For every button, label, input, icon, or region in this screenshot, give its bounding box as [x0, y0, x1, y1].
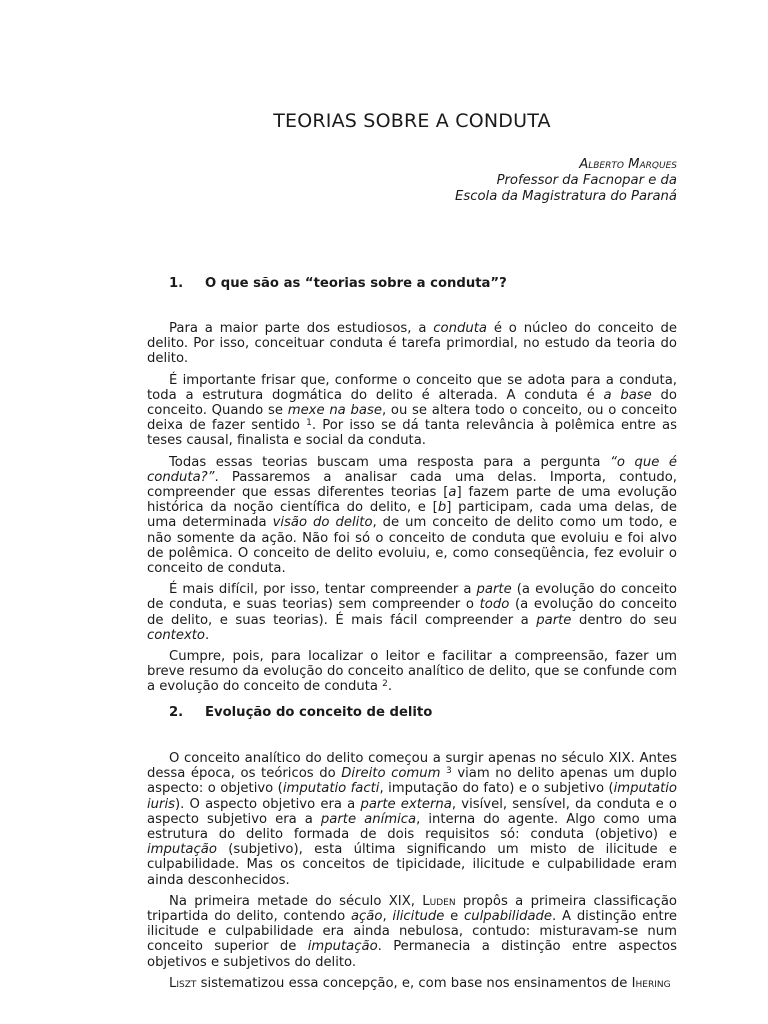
section1-paragraph-5: Cumpre, pois, para localizar o leitor e facilitar a compreensão, fazer um breve resumo da evolução do conceito analítico de delito, que se confunde com a evolução do conceito de conduta $^2$. — [147, 649, 677, 695]
section2-paragraph-3: Liszt sistematizou essa concepção, e, com base nos ensinamentos de Ihering — [169, 975, 671, 991]
section1-title: O que são as “teorias sobre a conduta”? — [205, 276, 507, 291]
author-role-line1: Professor da Facnopar e da — [496, 173, 677, 188]
author-role-line2: Escola da Magistratura do Paraná — [455, 189, 677, 204]
footnote-ref-1[interactable]: 1 — [306, 418, 312, 429]
section2-body — [147, 751, 677, 997]
section1-paragraph-1: Para a maior parte dos estudiosos, a conduta é o núcleo do conceito de delito. Por isso, conceituar conduta é tarefa primordial, no estudo da teoria do delito. — [147, 321, 677, 367]
section1-paragraph-3: Todas essas teorias buscam uma resposta para a pergunta “o que é conduta?”. Passaremos a analisar cada uma delas. Importa, contudo, compreender que essas diferentes teorias [a] fazem parte de uma evolução histórica da noção científica do delito, e [b] participam, cada uma delas, de uma determinada visão do delito, de um conceito de delito como um todo, e não somente da ação. Não foi só o conceito de conduta que evoluiu e foi alvo de polêmica. O conceito de delito evoluiu, e, como conseqüência, fez evoluir o conceito de conduta. — [147, 454, 678, 577]
section2-paragraph-1: O conceito analítico do delito começou a surgir apenas no século XIX. Antes dessa época, os teóricos do Direito comum $^3$ viam no delito apenas um duplo aspecto: o objetivo (imputatio facti, imputação do fato) e o subjetivo (imputatio iuris). O aspecto objetivo era a parte externa, visível, sensível, da conduta e o aspecto subjetivo era a parte anímica, interna do agente. Algo como uma estrutura do delito formada de dois requisitos só: conduta (objetivo) e imputação (subjetivo), esta última significando um misto de ilicitude e culpabilidade. Mas os conceitos de tipicidade, ilicitude e culpabilidade eram ainda desconhecidos. — [147, 751, 677, 888]
section1-number: 1. — [169, 276, 184, 291]
section2-title: Evolução do conceito de delito — [205, 705, 433, 720]
author-block — [455, 157, 677, 205]
author-name: Alberto Marques — [579, 157, 677, 172]
document-title: TEORIAS SOBRE A CONDUTA — [273, 110, 551, 132]
section1-heading — [169, 276, 507, 291]
section2-paragraph-2: Na primeira metade do século XIX, Luden propôs a primeira classificação tripartida do delito, contendo ação, ilicitude e culpabilidade. A distinção entre ilicitude e culpabilidade era ainda nebulosa, contudo: misturavam-se num conceito superior de imputação. Permanecia a distinção entre aspectos objetivos e subjetivos do delito. — [147, 893, 677, 970]
author-ref-liszt: Liszt — [169, 975, 197, 991]
section1-paragraph-4: É mais difícil, por isso, tentar compreender a parte (a evolução do conceito de conduta, e suas teorias) sem compreender o todo (a evolução do conceito de delito, e suas teorias). É mais fácil compreender a parte dentro do seu contexto. — [147, 582, 677, 643]
section2-heading — [169, 705, 432, 720]
author-ref-luden: Luden — [422, 893, 456, 909]
section2-number: 2. — [169, 705, 184, 720]
footnote-ref-2[interactable]: 2 — [382, 679, 388, 690]
section1-paragraph-2: É importante frisar que, conforme o conceito que se adota para a conduta, toda a estrutura dogmática do delito é alterada. A conduta é a base do conceito. Quando se mexe na base, ou se altera todo o conceito, ou o conceito deixa de fazer sentido $^1$. Por isso se dá tanta relevância à polêmica entre as teses causal, finalista e social da conduta. — [147, 372, 678, 449]
author-ref-ihering: Ihering — [631, 975, 671, 991]
section1-body — [147, 321, 677, 701]
footnote-ref-3[interactable]: 3 — [446, 766, 452, 777]
